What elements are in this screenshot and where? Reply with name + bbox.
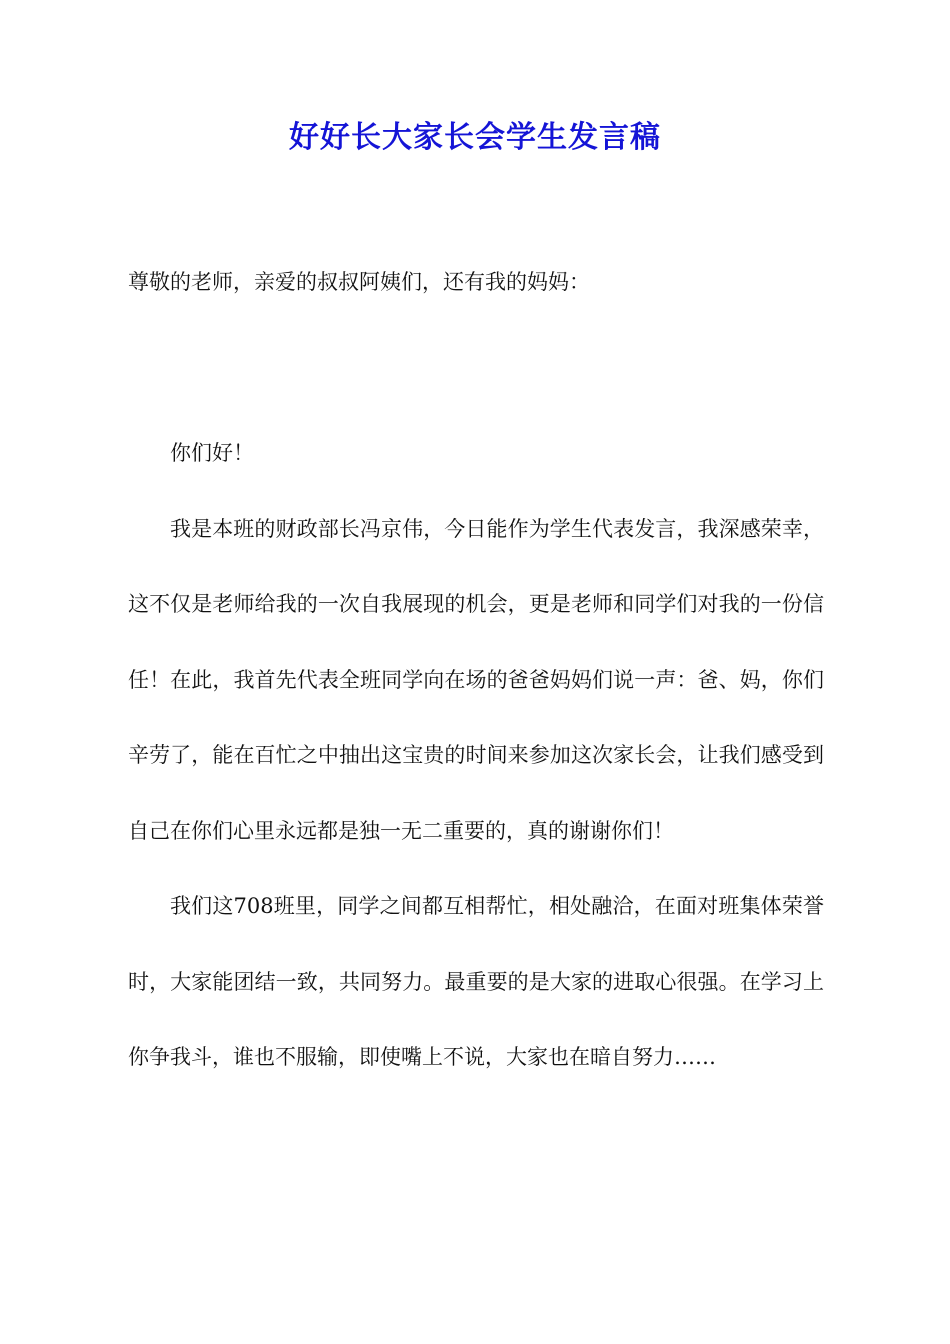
document-body: [128, 416, 824, 1096]
paragraph-introduction: 我是本班的财政部长冯京伟，今日能作为学生代表发言，我深感荣幸，这不仅是老师给我的一次自我展现的机会，更是老师和同学们对我的一份信任！在此，我首先代表全班同学向在场的爸爸妈妈们说一声：爸、妈，你们辛劳了，能在百忙之中抽出这宝贵的时间来参加这次家长会，让我们感受到自己在你们心里永远都是独一无二重要的，真的谢谢你们！: [128, 516, 824, 843]
salutation: 尊敬的老师，亲爱的叔叔阿姨们，还有我的妈妈：: [128, 270, 590, 294]
paragraph-class-description: 我们这708班里，同学之间都互相帮忙，相处融洽，在面对班集体荣誉时，大家能团结一致，共同努力。最重要的是大家的进取心很强。在学习上你争我斗，谁也不服输，即使嘴上不说，大家也在暗自努力……: [128, 894, 824, 1069]
paragraph-greeting: 你们好！: [170, 441, 254, 465]
document-title: 好好长大家长会学生发言稿: [289, 120, 661, 155]
